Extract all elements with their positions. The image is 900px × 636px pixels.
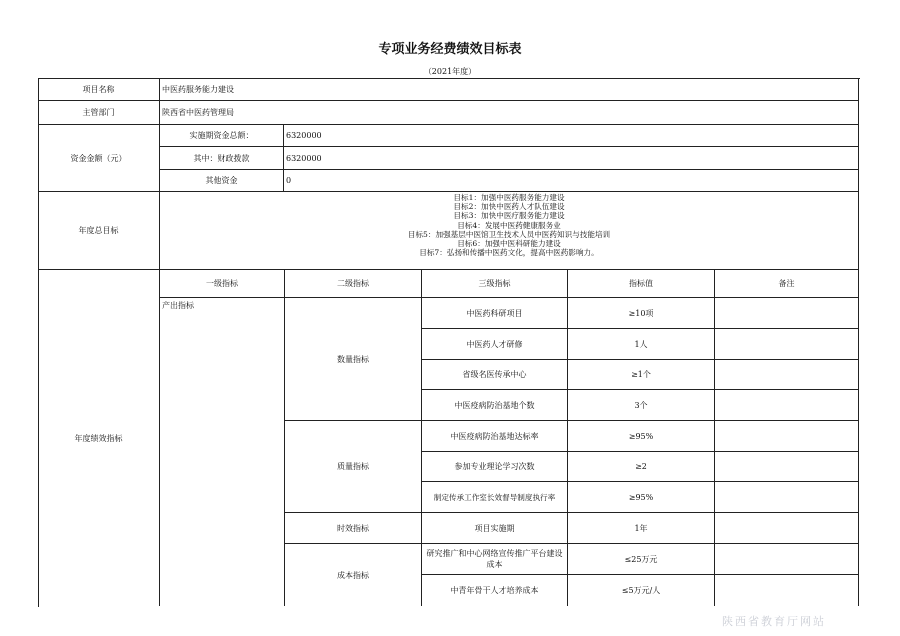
row-note [715, 390, 859, 421]
group-quantity: 数量指标 [285, 298, 422, 421]
row-value: 1人 [568, 329, 715, 360]
goal-item: 目标5：加强基层中医馆卫生技术人员中医药知识与技能培训 [407, 229, 611, 239]
dept-value: 陕西省中医药管理局 [160, 101, 859, 125]
row-value: ≥95% [568, 421, 715, 452]
row-note [715, 329, 859, 360]
group-time: 时效指标 [285, 513, 422, 544]
funds-fiscal-value: 6320000 [284, 147, 859, 170]
performance-table [38, 78, 859, 606]
row-note [715, 298, 859, 329]
goals-label: 年度总目标 [38, 192, 160, 270]
goals-list [160, 192, 859, 270]
funds-other-label: 其他资金 [160, 170, 284, 192]
goal-item: 目标4：发展中医药健康服务业 [457, 220, 561, 230]
funds-other-value: 0 [284, 170, 859, 192]
row-note [715, 575, 859, 606]
project-name-value: 中医药服务能力建设 [160, 78, 859, 101]
row-value: ≥1个 [568, 360, 715, 390]
row-note [715, 452, 859, 482]
row-value: 1年 [568, 513, 715, 544]
row-l3: 中医疫病防治基地个数 [422, 390, 568, 421]
row-l3: 中医疫病防治基地达标率 [422, 421, 568, 452]
goal-item: 目标7：弘扬和传播中医药文化，提高中医药影响力。 [419, 248, 599, 258]
dept-label: 主管部门 [38, 101, 160, 125]
goal-item: 目标2：加快中医药人才队伍建设 [453, 202, 565, 212]
perf-label: 年度绩效指标 [38, 270, 160, 606]
header-level1: 一级指标 [160, 270, 285, 298]
row-l3: 项目实施期 [422, 513, 568, 544]
funds-fiscal-label: 其中：财政拨款 [160, 147, 284, 170]
row-l3: 省级名医传承中心 [422, 360, 568, 390]
row-value: ≤5万元/人 [568, 575, 715, 606]
row-note [715, 513, 859, 544]
watermark: 陕西省教育厅网站 [722, 615, 826, 628]
row-note [715, 482, 859, 513]
funds-label: 资金金额（元） [38, 125, 160, 192]
row-l3: 制定传承工作室长效督导制度执行率 [422, 482, 568, 513]
header-level3: 三级指标 [422, 270, 568, 298]
page-title: 专项业务经费绩效目标表 [378, 42, 522, 57]
funds-total-label: 实施期资金总额： [160, 125, 284, 147]
row-note [715, 421, 859, 452]
row-value: ≤25万元 [568, 544, 715, 575]
year-label: （2021年度） [423, 67, 477, 76]
row-value: ≥2 [568, 452, 715, 482]
header-value: 指标值 [568, 270, 715, 298]
row-l3: 中医药人才研修 [422, 329, 568, 360]
row-value: ≥95% [568, 482, 715, 513]
row-l3: 中医药科研项目 [422, 298, 568, 329]
row-l3: 研究推广和中心网络宣传推广平台建设成本 [422, 544, 568, 575]
row-value: 3个 [568, 390, 715, 421]
funds-total-value: 6320000 [284, 125, 859, 147]
header-note: 备注 [715, 270, 859, 298]
row-note [715, 544, 859, 575]
row-note [715, 360, 859, 390]
project-name-label: 项目名称 [38, 78, 160, 101]
row-l3: 中青年骨干人才培养成本 [422, 575, 568, 606]
goal-item: 目标6：加强中医科研能力建设 [457, 239, 561, 249]
header-level2: 二级指标 [285, 270, 422, 298]
row-l3: 参加专业理论学习次数 [422, 452, 568, 482]
goal-item: 目标3：加快中医疗服务能力建设 [453, 211, 565, 221]
group-quality: 质量指标 [285, 421, 422, 513]
group-cost: 成本指标 [285, 544, 422, 606]
row-value: ≥10项 [568, 298, 715, 329]
output-indicator-label: 产出指标 [160, 298, 285, 606]
goal-item: 目标1：加强中医药服务能力建设 [453, 193, 565, 202]
